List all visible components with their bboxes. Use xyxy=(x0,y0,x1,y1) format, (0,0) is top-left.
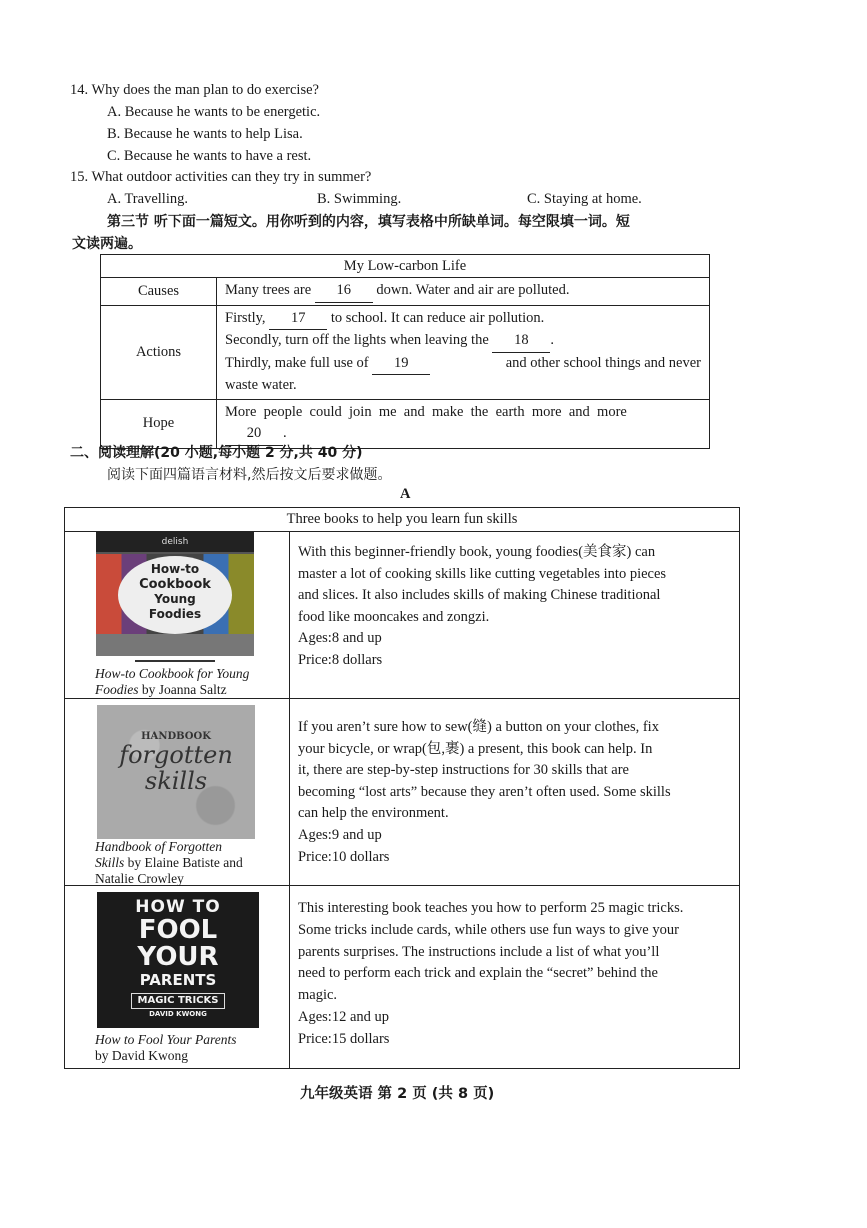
actions-l2-pre: Secondly, turn off the lights when leaving the xyxy=(225,332,489,348)
book-3-price: Price:15 dollars xyxy=(298,1030,390,1047)
hope-cell xyxy=(217,399,710,448)
book-3-description: This interesting book teaches you how to perform 25 magic tricks. Some tricks include cards, while others use fun ways to give your parents surprises. The instructions include a list of what you’ll need to perform each trick and explain the “secret” behind the magic. Ages:12 and up Price:15 dollars xyxy=(290,886,740,1069)
book-2-price: Price:10 dollars xyxy=(298,848,390,865)
book-3-caption: How to Fool Your Parents by David Kwong xyxy=(95,1032,237,1063)
book-1-cover-line2: Cookbook xyxy=(139,577,211,592)
blank-17[interactable]: 17 xyxy=(269,308,327,331)
passage-letter: A xyxy=(400,486,411,502)
question-15-option-b: B. Swimming. xyxy=(317,191,402,207)
book-2-caption: Handbook of Forgotten Skills by Elaine Batiste and Natalie Crowley xyxy=(95,839,243,886)
actions-l3-post: and other school things and never xyxy=(505,354,701,371)
actions-cell xyxy=(217,305,710,399)
book-3-cover-line3: YOUR xyxy=(137,942,219,972)
blank-16[interactable]: 16 xyxy=(315,280,373,303)
blank-18[interactable]: 18 xyxy=(492,330,550,353)
book-2-description: If you aren’t sure how to sew(缝) a button on your clothes, fix your bicycle, or wrap(包,裹) a present, this book can help. In it, there are step-by-step instructions for 30 skills that are becoming “lost arts” because they aren’t often used. Some skills can help the environment. Ages:9 and up Price:10 dollars xyxy=(290,699,740,886)
book-3-cover-line6: DAVID KWONG xyxy=(149,1010,207,1018)
book-3-cover-cell xyxy=(65,886,290,1069)
row-label-causes: Causes xyxy=(101,278,217,306)
books-table-title: Three books to help you learn fun skills xyxy=(65,508,740,532)
book-3-cover-line5: MAGIC TRICKS xyxy=(131,993,226,1009)
hope-l1: More people could join me and make the earth more and more xyxy=(225,403,627,420)
book-1-cover-brand: delish xyxy=(96,532,254,552)
book-3-cover-line4: PARENTS xyxy=(139,971,217,989)
section-3-instruction: 第三节 听下面一篇短文。用你听到的内容，填写表格中所缺单词。每空限填一词。短 xyxy=(107,214,630,230)
question-15-option-c: C. Staying at home. xyxy=(527,191,642,207)
actions-l3-pre: Thirdly, make full use of xyxy=(225,354,369,371)
book-1-ages: Ages:8 and up xyxy=(298,630,382,647)
actions-l2-post: . xyxy=(550,332,555,348)
question-14-option-b: B. Because he wants to help Lisa. xyxy=(107,126,303,142)
actions-l1-post: to school. It can reduce air pollution. xyxy=(330,309,545,326)
book-2-cover-line2: forgotten xyxy=(119,741,233,769)
question-14-option-a: A. Because he wants to be energetic. xyxy=(107,104,321,120)
book-3-ages: Ages:12 and up xyxy=(298,1008,390,1025)
book-2-cover-line1: HANDBOOK xyxy=(141,731,211,742)
book-2-ages: Ages:9 and up xyxy=(298,826,382,843)
book-3-cover-image xyxy=(97,892,259,1028)
book-3-cover-line1: HOW TO xyxy=(135,897,221,917)
book-3-cover-line2: FOOL xyxy=(138,915,218,945)
part-2-heading: 二、阅读理解(20 小题,每小题 2 分,共 40 分) xyxy=(70,445,363,461)
actions-l1-pre: Firstly, xyxy=(225,309,266,326)
causes-cell xyxy=(217,278,710,306)
book-1-description: With this beginner-friendly book, young foodies(美食家) can master a lot of cooking skills like cutting vegetables into pieces and slices. It also includes skills of making Chinese traditional food like mooncakes and zongzi. Ages:8 and up Price:8 dollars xyxy=(290,532,740,699)
row-label-actions: Actions xyxy=(101,305,217,399)
causes-text-post: down. Water and air are polluted. xyxy=(376,282,570,298)
question-15-stem: 15. What outdoor activities can they try in summer? xyxy=(70,169,372,185)
book-2-cover-image xyxy=(97,705,255,839)
book-1-cover-line4: Foodies xyxy=(148,607,202,621)
books-table xyxy=(64,507,740,1069)
causes-text-pre: Many trees are xyxy=(225,282,312,298)
book-1-caption: How-to Cookbook for Young Foodies by Joanna Saltz xyxy=(95,666,250,697)
actions-l4: waste water. xyxy=(225,377,297,393)
page-footer: 九年级英语 第 2 页 (共 8 页) xyxy=(300,1086,495,1102)
lowcarbon-table-title: My Low-carbon Life xyxy=(101,255,710,278)
book-1-cover-image xyxy=(96,532,254,656)
blank-19[interactable]: 19 xyxy=(372,353,430,376)
book-1-cover-cell xyxy=(65,532,290,699)
book-2-cover-cell xyxy=(65,699,290,886)
book-1-divider xyxy=(135,660,215,662)
book-1-cover-line3: Young xyxy=(154,592,196,606)
blank-20[interactable]: 20 xyxy=(225,423,283,446)
question-15-option-a: A. Travelling. xyxy=(107,191,188,207)
book-1-price: Price:8 dollars xyxy=(298,651,383,668)
hope-post: . xyxy=(283,425,287,441)
book-1-cover-line1: How-to xyxy=(150,562,200,576)
question-14-stem: 14. Why does the man plan to do exercise? xyxy=(70,82,319,98)
book-2-cover-line3: skills xyxy=(144,767,208,795)
lowcarbon-table xyxy=(100,254,710,449)
part-2-instruction: 阅读下面四篇语言材料,然后按文后要求做题。 xyxy=(107,467,392,483)
question-14-option-c: C. Because he wants to have a rest. xyxy=(107,148,312,164)
section-3-instruction-cont: 文读两遍。 xyxy=(72,236,142,252)
row-label-hope: Hope xyxy=(101,399,217,448)
